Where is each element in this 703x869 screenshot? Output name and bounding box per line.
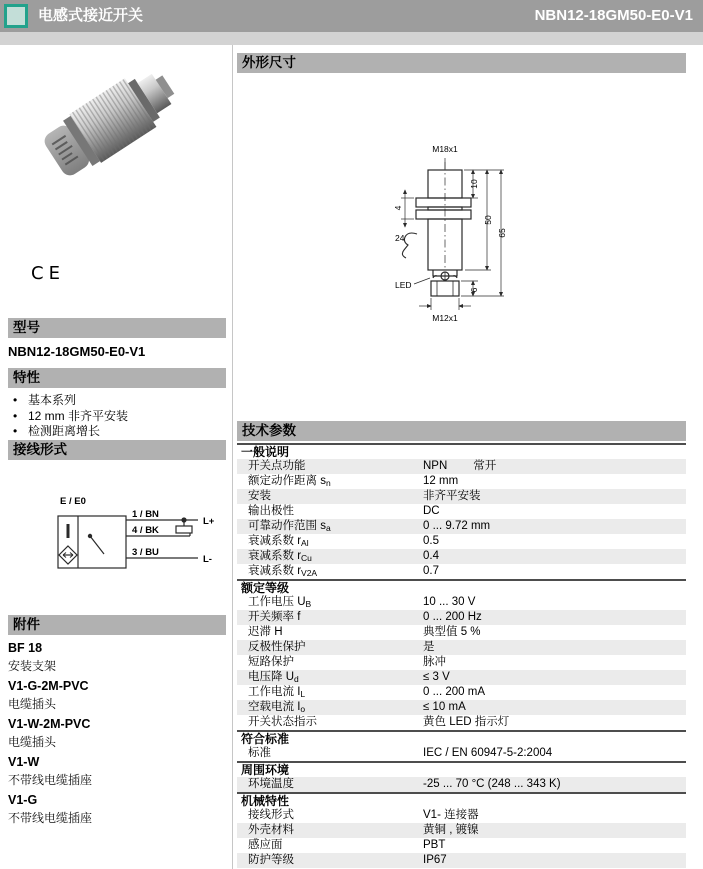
spec-row: [237, 655, 686, 670]
spec-label: 衰减系数 $r_{Al}$: [248, 535, 309, 548]
spec-row: [237, 746, 686, 761]
terminal-minus-label: L-: [203, 554, 212, 565]
spec-row: [237, 489, 686, 504]
accessory-desc: 安装支架: [8, 659, 57, 673]
spec-label: 迟滞 H: [248, 626, 283, 638]
feature-item: • 检测距离增长: [13, 424, 101, 438]
spec-row: [237, 625, 686, 640]
wiring-box: [58, 516, 126, 568]
dim-24-label: 24: [395, 233, 405, 243]
spec-row: [237, 777, 686, 792]
spec-value: IEC / EN 60947-5-2:2004: [423, 747, 553, 759]
accessory-name: V1-W: [8, 755, 40, 769]
accessory-name: V1-W-2M-PVC: [8, 717, 91, 731]
feature-item: • 基本系列: [13, 393, 77, 407]
spec-label: 外壳材料: [248, 824, 294, 836]
spec-label: 可靠动作范围 $s_a$: [248, 520, 331, 533]
pin2-label: 4 / BK: [132, 525, 159, 536]
spec-row: [237, 595, 686, 610]
spec-value: 0 ... 200 mA: [423, 686, 486, 698]
spec-value: 脉冲: [423, 656, 446, 668]
spec-value: 黄铜 , 镀镍: [423, 824, 479, 836]
page-title: 电感式接近开关: [38, 7, 144, 24]
accessory-desc: 电缆插头: [8, 735, 57, 749]
spec-value: -25 ... 70 °C (248 ... 343 K): [423, 778, 561, 790]
ce-mark: CE: [31, 263, 65, 284]
spec-row: [237, 459, 686, 474]
spec-value: 12 mm: [423, 475, 459, 487]
spec-section-header: 额定等级: [237, 579, 686, 595]
spec-value: ≤ 3 V: [423, 671, 450, 683]
spec-row: [237, 519, 686, 534]
spec-label: 空载电流 $I_o$: [248, 701, 306, 714]
dim-6-label: 6: [469, 287, 479, 293]
spec-label: 标准: [248, 747, 271, 759]
spec-value: 10 ... 30 V: [423, 596, 476, 608]
wiring-diagram: [50, 488, 228, 586]
spec-label: 开关频率 f: [248, 611, 301, 623]
led-label: LED: [395, 280, 412, 290]
spec-label: 开关点功能: [248, 460, 306, 472]
feature-item: • 12 mm 非齐平安装: [13, 408, 129, 423]
dim-thread-bottom-label: M12x1: [432, 313, 458, 323]
spec-label: 安装: [248, 490, 271, 502]
header-subband: [0, 32, 703, 45]
spec-label: 工作电压 $U_B$: [248, 596, 312, 609]
terminal-plus-label: L+: [203, 516, 215, 527]
section-model: 型号: [8, 318, 226, 338]
spec-label: 工作电流 $I_L$: [248, 686, 306, 699]
dim-4-label: 4: [393, 205, 403, 211]
spec-value: IP67: [423, 854, 447, 866]
spec-row: [237, 700, 686, 715]
spec-label: 感应面: [248, 839, 283, 851]
spec-value: 黄色 LED 指示灯: [423, 716, 510, 728]
section-accessories: 附件: [8, 615, 226, 635]
model-number: NBN12-18GM50-E0-V1: [8, 344, 146, 359]
spec-value: 典型值 5 %: [423, 626, 481, 638]
spec-value: 0 ... 9.72 mm: [423, 520, 491, 532]
spec-row: [237, 504, 686, 519]
spec-row: [237, 853, 686, 868]
spec-label: 短路保护: [248, 656, 294, 668]
spec-row: [237, 474, 686, 489]
accessory-desc: 不带线电缆插座: [8, 811, 93, 825]
spec-row: [237, 564, 686, 579]
spec-value: DC: [423, 505, 440, 517]
spec-value: V1- 连接器: [423, 809, 479, 821]
spec-value: 0.5: [423, 535, 439, 547]
spec-value: PBT: [423, 839, 446, 851]
spec-value: 0 ... 200 Hz: [423, 611, 482, 623]
dim-65-label: 65: [497, 228, 507, 238]
spec-value: 0.7: [423, 565, 439, 577]
features-list: [8, 393, 226, 440]
product-photo: [36, 58, 186, 198]
dim-thread-top-label: M18x1: [432, 144, 458, 154]
pin3-label: 3 / BU: [132, 547, 159, 558]
dim-50-label: 50: [483, 215, 493, 225]
accessory-name: V1-G: [8, 793, 38, 807]
spec-value: NPN 常开: [423, 460, 497, 472]
spec-row: [237, 670, 686, 685]
accessory-desc: 电缆插头: [8, 697, 57, 711]
spec-row: [237, 823, 686, 838]
spec-label: 环境温度: [248, 778, 294, 790]
section-dimensions: 外形尺寸: [237, 53, 686, 73]
spec-value: 非齐平安装: [423, 490, 481, 502]
spec-label: 反极性保护: [248, 641, 306, 653]
bullet-icon: •: [13, 393, 18, 407]
spec-section-header: 符合标准: [237, 730, 686, 746]
accessory-name: V1-G-2M-PVC: [8, 679, 89, 693]
spec-row: [237, 715, 686, 730]
specs-table: [237, 443, 686, 868]
wiring-type-label: E / E0: [60, 496, 86, 507]
spec-row: [237, 640, 686, 655]
spec-value: 是: [423, 641, 435, 653]
bullet-icon: •: [13, 408, 18, 423]
dim-10-label: 10: [469, 179, 479, 189]
spec-label: 接线形式: [248, 809, 294, 821]
top-header-bar: [0, 0, 703, 32]
spec-label: 额定动作距离 $s_n$: [248, 475, 331, 488]
column-divider: [232, 45, 233, 869]
header-model-number: NBN12-18GM50-E0-V1: [534, 7, 693, 24]
spec-label: 电压降 $U_d$: [248, 671, 299, 684]
spec-label: 衰减系数 $r_{V2A}$: [248, 565, 318, 578]
dimension-drawing: [381, 140, 521, 335]
spec-row: [237, 610, 686, 625]
section-connection: 接线形式: [8, 440, 226, 460]
bullet-icon: •: [13, 424, 18, 438]
spec-value: 0.4: [423, 550, 439, 562]
pin1-label: 1 / BN: [132, 509, 159, 520]
spec-label: 开关状态指示: [248, 716, 317, 728]
spec-label: 输出极性: [248, 505, 294, 517]
spec-value: ≤ 10 mA: [423, 701, 466, 713]
spec-row: [237, 808, 686, 823]
spec-label: 衰减系数 $r_{Cu}$: [248, 550, 312, 563]
accessory-desc: 不带线电缆插座: [8, 773, 93, 787]
section-specs: 技术参数: [237, 421, 686, 441]
spec-row: [237, 534, 686, 549]
spec-row: [237, 838, 686, 853]
spec-section-header: 周围环境: [237, 761, 686, 777]
brand-square-icon: [4, 4, 28, 28]
spec-row: [237, 685, 686, 700]
spec-row: [237, 549, 686, 564]
spec-section-header: 机械特性: [237, 792, 686, 808]
accessory-name: BF 18: [8, 641, 43, 655]
accessories-list: [8, 637, 226, 827]
section-features: 特性: [8, 368, 226, 388]
spec-label: 防护等级: [248, 854, 294, 866]
spec-section-header: 一般说明: [237, 443, 686, 459]
